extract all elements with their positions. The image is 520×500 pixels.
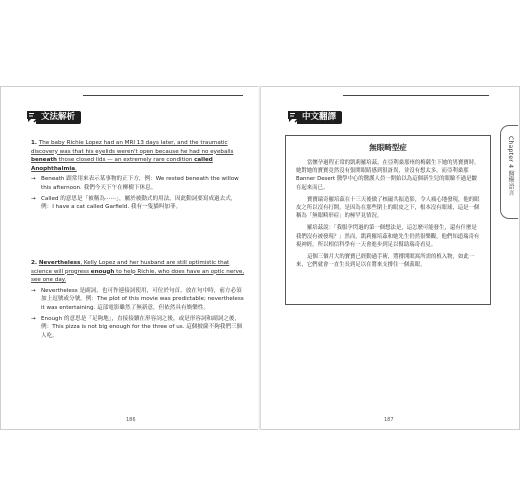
- translation-paragraph: 這個三個月大的寶寶已經動過手術，將撐開眼窩所需的植入物，如此一來，它們就會一直生長到足以在將來支撐住一個義眼。: [296, 254, 475, 269]
- arrow-right-icon: →: [31, 287, 36, 294]
- page-number-right: 187: [384, 417, 394, 423]
- translation-paragraph: 羅培茲說：「我服孕閃過的第一個想法是，這怎麼可能發生，還有什麼是我們沒有被發現？」然而，凱莉羅培茲和她先生仍然很樂觀，他們知道瑞奇有視神經，所以相信科學有一天會進步到足以幫助瑞奇看見。: [296, 225, 480, 248]
- grammar-item-1: [31, 139, 245, 212]
- header-rule: [83, 95, 243, 96]
- right-page: [261, 86, 520, 430]
- chapter-tab[interactable]: [500, 125, 518, 219]
- speech-bubble-pencil-icon: [25, 109, 39, 125]
- grammar-header: [25, 109, 81, 125]
- translation-header-label: 中文翻譯: [297, 111, 342, 124]
- grammar-item-2: [31, 259, 245, 340]
- grammar-header-label: 文法解析: [36, 111, 81, 124]
- grammar-note: → Nevertheless 是副詞，也可作連接詞使用，可位於句首，放在句中時，前方必須加上逗號或分號，例：The plot of this movie was predictable; nevertheless it was entertaining. 這部電影雖然了無新意，但依然具有娛樂性。: [31, 287, 244, 311]
- grammar-note: → Called 的意思是「被稱為⋯⋯」，屬於被動式的用法，因此動詞要寫成過去式，例：I have a cat called Garfield. 我有一隻貓叫加菲。: [31, 195, 237, 211]
- translation-paragraph: 當懷孕過程正常的凱莉羅培茲，在亞利桑那州的梅薩生下她的男寶寶時，她對她的寶寶竟然沒有張開眼睛感到很訝異，並沒有想太多，而亞利桑那 Banner Desert 醫學中心的醫護人員一開始以為這個新生兒的眼瞼不過是皺在起來而已。: [296, 160, 480, 191]
- page-number-left: 186: [126, 417, 136, 423]
- arrow-right-icon: →: [31, 176, 36, 183]
- translation-box: [285, 135, 491, 305]
- example-sentence: The baby Richie Lopez had an MRI 13 days later, and the traumatic discovery was that his eyelids weren't open because he had no eyeballs beneath those closed lids — an extremely rare condition called Anophthalmia.: [31, 140, 234, 172]
- arrow-right-icon: →: [31, 195, 36, 202]
- item-number: 2.: [31, 260, 38, 266]
- left-page: [0, 86, 261, 430]
- translation-header: [286, 109, 342, 125]
- speech-bubble-pencil-icon: [286, 109, 300, 125]
- grammar-note: → Beneath 跟常用來表示某事物的正下方，例：We rested beneath the willow this afternoon. 我們今天下午在柳樹下休息。: [31, 176, 239, 191]
- book-spread: [0, 86, 520, 430]
- arrow-right-icon: →: [31, 315, 36, 322]
- item-number: 1.: [31, 140, 38, 146]
- chapter-tab-label: Chapter 4 醫療語言: [507, 136, 514, 196]
- example-sentence: Nevertheless, Kelly Lopez and her husband are still optimistic that science will progress enough to help Richie, who does have an optic nerve, see one day.: [31, 260, 245, 284]
- translation-title: 無眼畸型症: [369, 143, 407, 152]
- grammar-note: → Enough 的意思是「足夠地」，直接接續在形容詞之後，或是形容詞和副詞之後，例：This pizza is not big enough for the three of us. 這個披薩不夠我們三個人吃。: [31, 315, 243, 339]
- header-rule: [343, 95, 489, 96]
- translation-paragraph: 寶寶瑞奇羅培茲在十三天後做了核磁共振造影，令人痛心地發現，他的眼皮之所以沒有打開，是因為在那些閉上的眼皮之下，根本沒有眼球，這是一個稱為「無眼畸形症」的極罕見情況。: [296, 196, 480, 220]
